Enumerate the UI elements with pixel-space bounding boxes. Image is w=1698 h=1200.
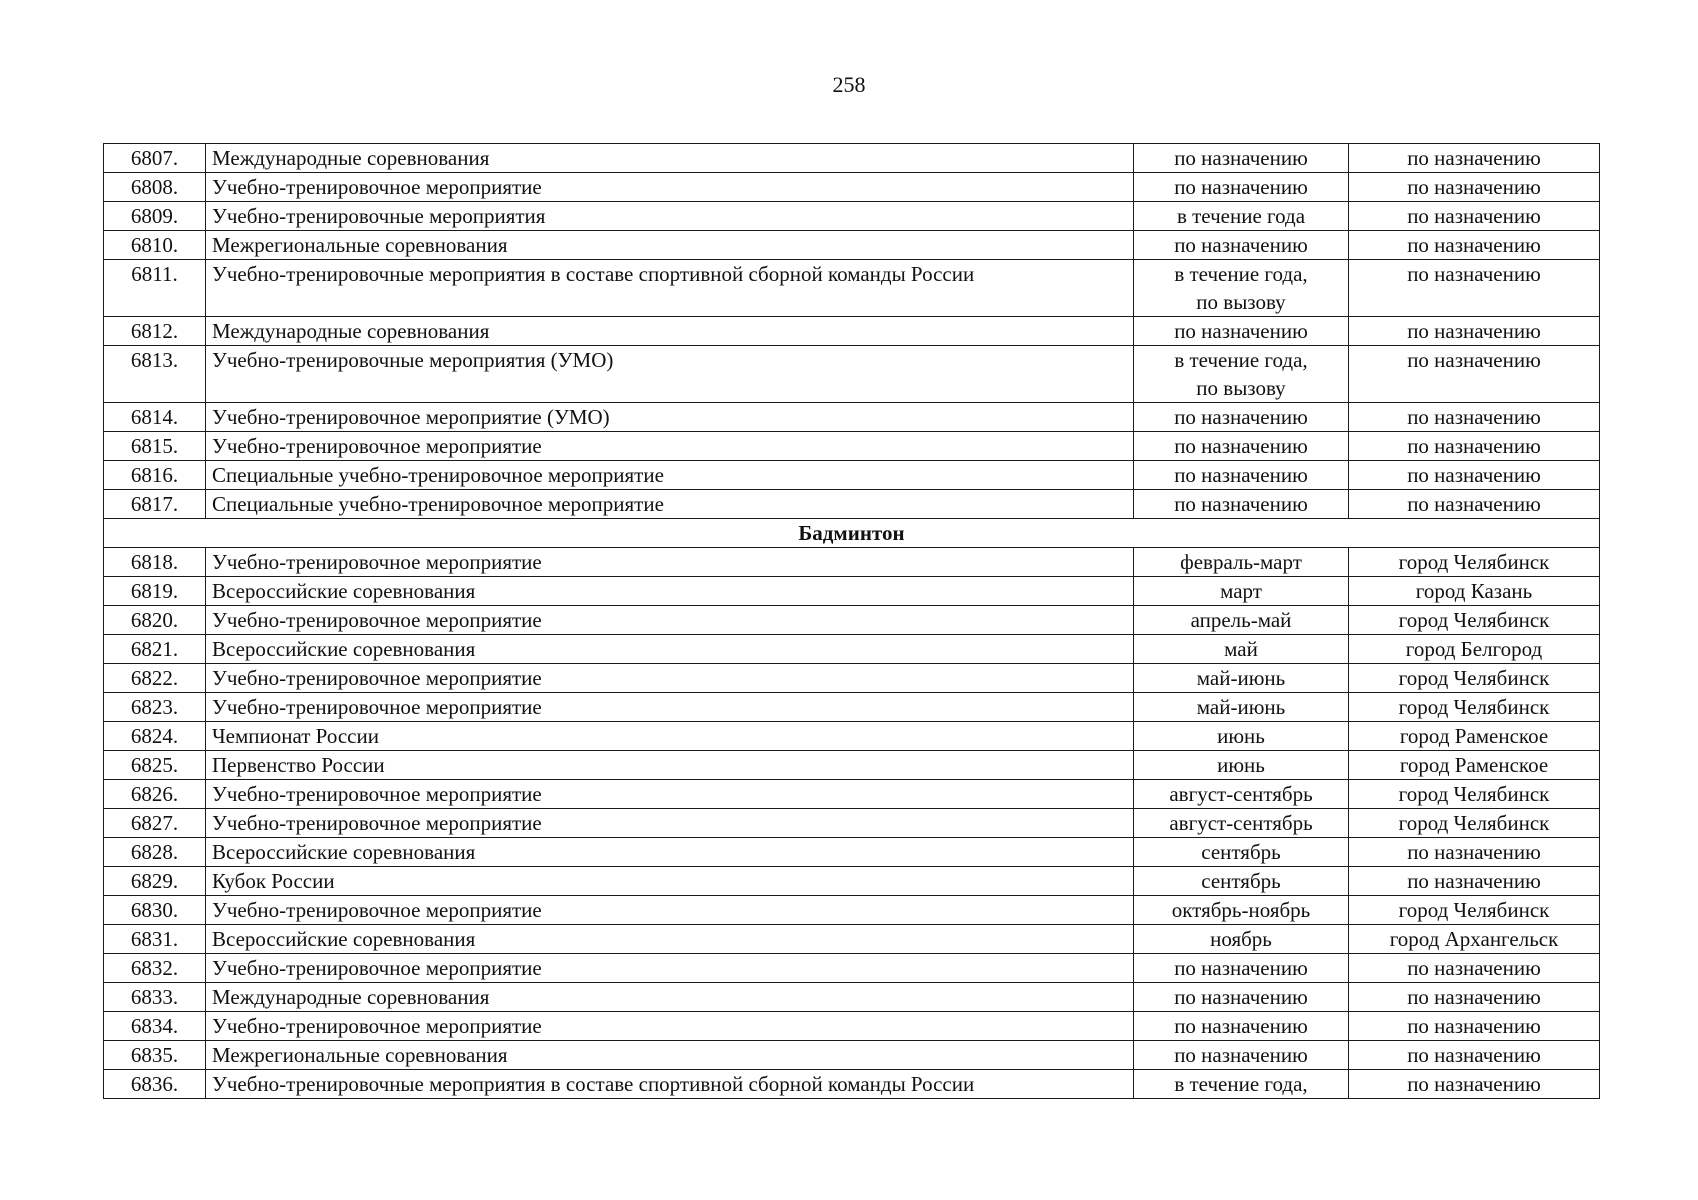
event-date: по назначению xyxy=(1134,490,1349,519)
row-number: 6822. xyxy=(104,664,206,693)
table-row xyxy=(104,722,1600,751)
section-title: Бадминтон xyxy=(104,519,1600,548)
event-name: Учебно-тренировочное мероприятие xyxy=(206,548,1134,577)
event-place: город Казань xyxy=(1349,577,1600,606)
event-place: по назначению xyxy=(1349,954,1600,983)
event-place: город Раменское xyxy=(1349,722,1600,751)
event-date: март xyxy=(1134,577,1349,606)
event-name: Чемпионат России xyxy=(206,722,1134,751)
table-row xyxy=(104,925,1600,954)
table-row xyxy=(104,1041,1600,1070)
event-date: ноябрь xyxy=(1134,925,1349,954)
table-row xyxy=(104,983,1600,1012)
event-place: по назначению xyxy=(1349,202,1600,231)
event-date: по назначению xyxy=(1134,1012,1349,1041)
event-name: Первенство России xyxy=(206,751,1134,780)
table-row xyxy=(104,664,1600,693)
row-number: 6824. xyxy=(104,722,206,751)
table-row xyxy=(104,260,1600,317)
event-date: май xyxy=(1134,635,1349,664)
table-row xyxy=(104,231,1600,260)
event-place: город Челябинск xyxy=(1349,606,1600,635)
event-place: по назначению xyxy=(1349,867,1600,896)
event-name: Учебно-тренировочное мероприятие xyxy=(206,664,1134,693)
table-row xyxy=(104,838,1600,867)
event-date-line-1: в течение года, xyxy=(1174,262,1308,286)
row-number: 6815. xyxy=(104,432,206,461)
table-row xyxy=(104,577,1600,606)
table-row xyxy=(104,693,1600,722)
row-number: 6816. xyxy=(104,461,206,490)
table-row xyxy=(104,173,1600,202)
event-name: Специальные учебно-тренировочное мероприятие xyxy=(206,461,1134,490)
row-number: 6823. xyxy=(104,693,206,722)
event-date xyxy=(1134,346,1349,403)
row-number: 6810. xyxy=(104,231,206,260)
row-number: 6808. xyxy=(104,173,206,202)
event-place: город Челябинск xyxy=(1349,896,1600,925)
event-date: июнь xyxy=(1134,722,1349,751)
event-name: Учебно-тренировочное мероприятие xyxy=(206,954,1134,983)
event-name: Международные соревнования xyxy=(206,317,1134,346)
event-place: по назначению xyxy=(1349,983,1600,1012)
event-place: город Челябинск xyxy=(1349,548,1600,577)
events-table xyxy=(103,143,1600,1099)
event-name: Кубок России xyxy=(206,867,1134,896)
table-row xyxy=(104,461,1600,490)
table-row xyxy=(104,403,1600,432)
page-number: 258 xyxy=(832,72,866,97)
row-number: 6832. xyxy=(104,954,206,983)
row-number: 6817. xyxy=(104,490,206,519)
event-place: по назначению xyxy=(1349,432,1600,461)
section-header-row xyxy=(104,519,1600,548)
event-place: по назначению xyxy=(1349,231,1600,260)
event-date: май-июнь xyxy=(1134,693,1349,722)
table-row xyxy=(104,606,1600,635)
event-name: Учебно-тренировочное мероприятие xyxy=(206,173,1134,202)
event-place: город Челябинск xyxy=(1349,780,1600,809)
event-date: август-сентябрь xyxy=(1134,780,1349,809)
event-name: Учебно-тренировочное мероприятие xyxy=(206,693,1134,722)
row-number: 6830. xyxy=(104,896,206,925)
table-row xyxy=(104,317,1600,346)
table-row xyxy=(104,144,1600,173)
table-row xyxy=(104,1012,1600,1041)
table-row xyxy=(104,635,1600,664)
event-place: по назначению xyxy=(1349,1070,1600,1099)
event-name: Учебно-тренировочные мероприятия в составе спортивной сборной команды России xyxy=(206,260,1134,317)
row-number: 6809. xyxy=(104,202,206,231)
event-name: Специальные учебно-тренировочное мероприятие xyxy=(206,490,1134,519)
event-date: сентябрь xyxy=(1134,867,1349,896)
event-date: октябрь-ноябрь xyxy=(1134,896,1349,925)
event-name: Учебно-тренировочное мероприятие xyxy=(206,896,1134,925)
event-place: город Архангельск xyxy=(1349,925,1600,954)
event-place: по назначению xyxy=(1349,317,1600,346)
event-date-line-2: по вызову xyxy=(1196,376,1286,400)
row-number: 6820. xyxy=(104,606,206,635)
table-row xyxy=(104,1070,1600,1099)
event-date: в течение года xyxy=(1134,202,1349,231)
row-number: 6827. xyxy=(104,809,206,838)
event-name: Всероссийские соревнования xyxy=(206,838,1134,867)
event-place: город Раменское xyxy=(1349,751,1600,780)
event-name: Учебно-тренировочные мероприятия в составе спортивной сборной команды России xyxy=(206,1070,1134,1099)
event-place: по назначению xyxy=(1349,260,1600,317)
table-row xyxy=(104,809,1600,838)
row-number: 6829. xyxy=(104,867,206,896)
table-row xyxy=(104,202,1600,231)
event-date: по назначению xyxy=(1134,317,1349,346)
event-date xyxy=(1134,260,1349,317)
event-name: Учебно-тренировочное мероприятие xyxy=(206,780,1134,809)
row-number: 6828. xyxy=(104,838,206,867)
event-date: по назначению xyxy=(1134,432,1349,461)
table-row xyxy=(104,896,1600,925)
table-row xyxy=(104,867,1600,896)
event-name: Учебно-тренировочные мероприятия xyxy=(206,202,1134,231)
event-name: Межрегиональные соревнования xyxy=(206,1041,1134,1070)
table-row xyxy=(104,432,1600,461)
row-number: 6835. xyxy=(104,1041,206,1070)
event-date: февраль-март xyxy=(1134,548,1349,577)
event-name: Учебно-тренировочные мероприятия (УМО) xyxy=(206,346,1134,403)
event-place: по назначению xyxy=(1349,173,1600,202)
event-place: по назначению xyxy=(1349,838,1600,867)
event-place: по назначению xyxy=(1349,461,1600,490)
row-number: 6814. xyxy=(104,403,206,432)
event-place: город Челябинск xyxy=(1349,664,1600,693)
row-number: 6826. xyxy=(104,780,206,809)
event-name: Всероссийские соревнования xyxy=(206,925,1134,954)
row-number: 6818. xyxy=(104,548,206,577)
event-place: по назначению xyxy=(1349,490,1600,519)
table-row xyxy=(104,954,1600,983)
event-date: по назначению xyxy=(1134,461,1349,490)
table-row xyxy=(104,780,1600,809)
event-name: Межрегиональные соревнования xyxy=(206,231,1134,260)
event-name: Международные соревнования xyxy=(206,983,1134,1012)
event-date: август-сентябрь xyxy=(1134,809,1349,838)
event-date: по назначению xyxy=(1134,144,1349,173)
table-row xyxy=(104,751,1600,780)
event-date: по назначению xyxy=(1134,403,1349,432)
event-name: Всероссийские соревнования xyxy=(206,635,1134,664)
row-number: 6813. xyxy=(104,346,206,403)
event-date: по назначению xyxy=(1134,173,1349,202)
event-place: по назначению xyxy=(1349,144,1600,173)
event-date: июнь xyxy=(1134,751,1349,780)
event-date-line-2: по вызову xyxy=(1196,290,1286,314)
event-date: май-июнь xyxy=(1134,664,1349,693)
event-place: по назначению xyxy=(1349,1041,1600,1070)
event-date: по назначению xyxy=(1134,954,1349,983)
row-number: 6811. xyxy=(104,260,206,317)
table-row xyxy=(104,490,1600,519)
event-name: Учебно-тренировочное мероприятие xyxy=(206,606,1134,635)
row-number: 6833. xyxy=(104,983,206,1012)
row-number: 6825. xyxy=(104,751,206,780)
row-number: 6831. xyxy=(104,925,206,954)
row-number: 6834. xyxy=(104,1012,206,1041)
event-name: Международные соревнования xyxy=(206,144,1134,173)
event-name: Всероссийские соревнования xyxy=(206,577,1134,606)
event-name: Учебно-тренировочное мероприятие xyxy=(206,432,1134,461)
row-number: 6819. xyxy=(104,577,206,606)
event-date: апрель-май xyxy=(1134,606,1349,635)
event-name: Учебно-тренировочное мероприятие xyxy=(206,1012,1134,1041)
event-date: по назначению xyxy=(1134,231,1349,260)
event-date: сентябрь xyxy=(1134,838,1349,867)
event-place: город Челябинск xyxy=(1349,693,1600,722)
event-place: город Белгород xyxy=(1349,635,1600,664)
row-number: 6807. xyxy=(104,144,206,173)
table-row xyxy=(104,548,1600,577)
row-number: 6836. xyxy=(104,1070,206,1099)
event-place: по назначению xyxy=(1349,346,1600,403)
event-date: в течение года, xyxy=(1134,1070,1349,1099)
row-number: 6821. xyxy=(104,635,206,664)
event-place: город Челябинск xyxy=(1349,809,1600,838)
event-place: по назначению xyxy=(1349,1012,1600,1041)
event-date-line-1: в течение года, xyxy=(1174,348,1308,372)
event-name: Учебно-тренировочное мероприятие xyxy=(206,809,1134,838)
event-date: по назначению xyxy=(1134,983,1349,1012)
event-place: по назначению xyxy=(1349,403,1600,432)
row-number: 6812. xyxy=(104,317,206,346)
event-date: по назначению xyxy=(1134,1041,1349,1070)
table-row xyxy=(104,346,1600,403)
event-name: Учебно-тренировочное мероприятие (УМО) xyxy=(206,403,1134,432)
